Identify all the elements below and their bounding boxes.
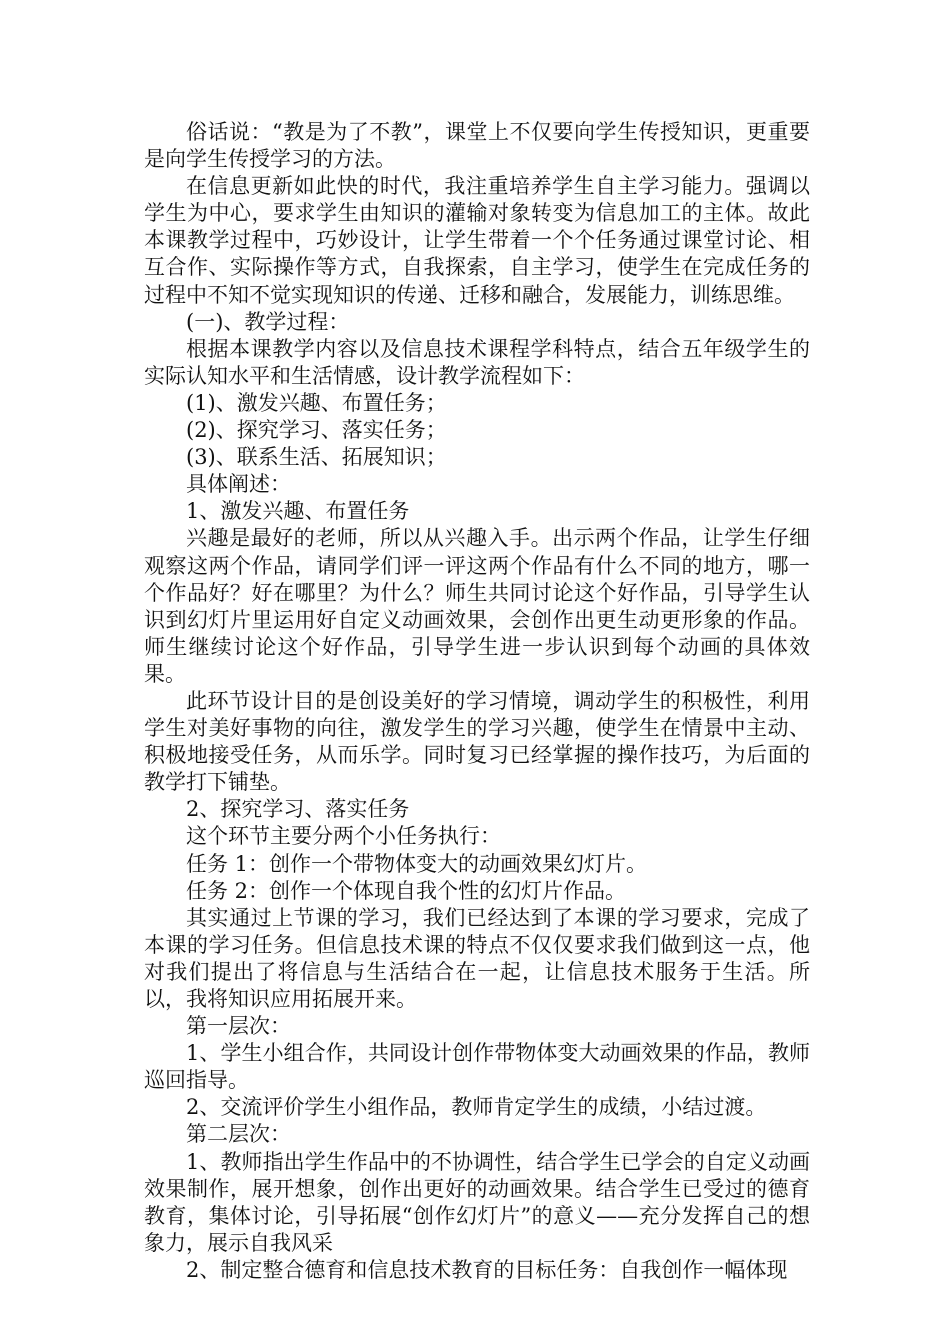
paragraph-extension: 其实通过上节课的学习，我们已经达到了本课的学习要求，完成了本课的学习任务。但信息技术课的特点不仅仅要求我们做到这一点，他对我们提出了将信息与生活结合在一起，让信息技术服务于生活。所以，我将知识应用拓展开来。 (144, 905, 810, 1011)
paragraph-intro-proverb: 俗话说：“教是为了不教”，课堂上不仅要向学生传授知识，更重要是向学生传授学习的方法。 (144, 120, 810, 172)
subheading-level-1: 第一层次： (186, 1014, 291, 1039)
subheading-part-1: 1、激发兴趣、布置任务 (186, 499, 410, 524)
paragraph-flow-intro: 根据本课教学内容以及信息技术课程学科特点，结合五年级学生的实际认知水平和生活情感，设计教学流程如下： (144, 336, 810, 388)
paragraph-interest: 兴趣是最好的老师，所以从兴趣入手。出示两个作品，让学生仔细观察这两个作品，请同学们评一评这两个作品有什么不同的地方，哪一个作品好？好在哪里？为什么？师生共同讨论这个好作品，引导学生认识到幻灯片里运用好自定义动画效果，会创作出更生动更形象的作品。师生继续讨论这个好作品，引导学生进一步认识到每个动画的具体效果。 (144, 526, 810, 686)
document-body (144, 119, 810, 1284)
paragraph-design-purpose: 此环节设计目的是创设美好的学习情境，调动学生的积极性，利用学生对美好事物的向往，激发学生的学习兴趣，使学生在情景中主动、积极地接受任务，从而乐学。同时复习已经掌握的操作技巧，为后面的教学打下铺垫。 (144, 688, 810, 795)
list-item-step-1: (1)、激发兴趣、布置任务； (186, 390, 447, 415)
paragraph-self-learning: 在信息更新如此快的时代，我注重培养学生自主学习能力。强调以学生为中心，要求学生由知识的灌输对象转变为信息加工的主体。故此本课教学过程中，巧妙设计，让学生带着一个个任务通过课堂讨论、相互合作、实际操作等方式，自我探索，自主学习，使学生在完成任务的过程中不知不觉实现知识的传递、迁移和融合，发展能力，训练思维。 (144, 174, 810, 307)
list-item-level1-2: 2、交流评价学生小组作品，教师肯定学生的成绩，小结过渡。 (186, 1095, 767, 1120)
list-item-level2-2: 2、制定整合德育和信息技术教育的目标任务：自我创作一幅体现 (186, 1257, 788, 1282)
list-item-task-1: 任务 1：创作一个带物体变大的动画效果幻灯片。 (186, 851, 648, 876)
list-item-task-2: 任务 2：创作一个体现自我个性的幻灯片作品。 (186, 878, 627, 903)
subheading-level-2: 第二层次： (186, 1122, 291, 1147)
list-item-step-2: (2)、探究学习、落实任务； (186, 418, 447, 443)
list-item-step-3: (3)、联系生活、拓展知识； (186, 445, 447, 470)
section-heading-teaching-process: (一)、教学过程： (186, 309, 350, 334)
subheading-part-2: 2、探究学习、落实任务 (186, 797, 410, 822)
subheading-details: 具体阐述： (186, 472, 291, 497)
list-item-level1-1: 1、学生小组合作，共同设计创作带物体变大动画效果的作品，教师巡回指导。 (144, 1041, 810, 1093)
list-item-level2-1: 1、教师指出学生作品中的不协调性，结合学生已学会的自定义动画效果制作，展开想象，创作出更好的动画效果。结合学生已受过的德育教育，集体讨论，引导拓展“创作幻灯片”的意义——充分发挥自己的想象力，展示自我风采 (144, 1149, 810, 1255)
paragraph-two-tasks: 这个环节主要分两个小任务执行： (186, 824, 501, 849)
